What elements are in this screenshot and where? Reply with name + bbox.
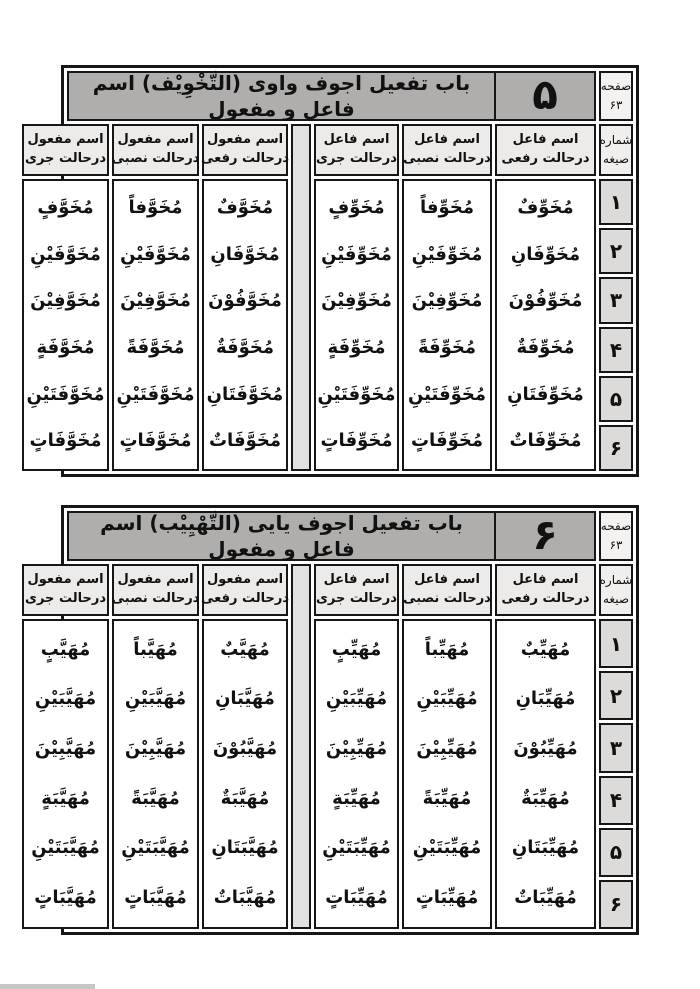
word-cell: مُهَيِّبَاتٌ [514, 886, 577, 908]
column-header [402, 124, 492, 176]
word-cell: مُخَوَّفَيْنِ [120, 243, 191, 265]
serial-header-line1: شماره [599, 572, 633, 587]
word-box [112, 179, 199, 471]
table-6-body [25, 564, 633, 929]
table-number: ۵ [494, 73, 594, 119]
word-cell: مُهَيَّباً [133, 638, 178, 660]
column-mafool-jari [22, 564, 109, 929]
word-cell: مُهَيَّبَتَانِ [211, 837, 279, 859]
word-cell: مُهَيَّبَةً [131, 787, 180, 809]
word-cell: مُخَوِّفٌ [517, 197, 574, 219]
column-mafool-nasbi [112, 564, 199, 929]
column-header-line2: درحالت جری [25, 591, 106, 606]
word-cell: مُخَوِّفِيْنَ [411, 290, 483, 312]
row-number: ۴ [599, 327, 633, 373]
word-cell: مُهَيِّبِيْنَ [416, 737, 478, 759]
word-box [202, 619, 288, 929]
word-box [202, 179, 288, 471]
page-ref [599, 71, 633, 121]
word-cell: مُخَوِّفَاتٌ [509, 430, 582, 452]
column-header-line2: درحالت نصبی [111, 591, 200, 606]
word-cell: مُهَيَّبَةٌ [220, 787, 270, 809]
column-header-line1: اسم مفعول [117, 132, 194, 148]
column-mafool-nasbi [112, 124, 199, 471]
serial-column [599, 124, 633, 471]
page-ref-number: ۶۳ [609, 98, 623, 112]
word-cell: مُخَوِّفَاتٍ [320, 430, 393, 452]
word-cell: مُخَوِّفَتَانِ [507, 383, 584, 405]
word-cell: مُهَيِّباً [424, 638, 470, 660]
word-cell: مُهَيِّبَيْنِ [416, 688, 478, 710]
word-cell: مُخَوَّفَتَيْنِ [116, 383, 195, 405]
word-cell: مُخَوِّفَتَيْنِ [407, 383, 487, 405]
word-cell: مُهَيِّبَانِ [515, 688, 576, 710]
column-header-line2: درحالت نصبی [403, 151, 491, 166]
word-cell: مُخَوَّفِيْنَ [30, 290, 101, 312]
word-cell: مُهَيَّبَتَيْنِ [121, 837, 190, 859]
word-cell: مُخَوِّفَيْنِ [411, 243, 483, 265]
row-number: ۱ [599, 619, 633, 668]
word-cell: مُخَوَّفَيْنِ [30, 243, 101, 265]
word-cell: مُخَوَّفَةٍ [36, 337, 95, 359]
word-cell: مُخَوِّفَتَيْنِ [317, 383, 396, 405]
word-cell: مُخَوِّفَاتٍ [410, 430, 484, 452]
word-cell: مُهَيَّبُوْنَ [212, 737, 278, 759]
column-header [314, 564, 399, 616]
serial-header [599, 124, 633, 176]
column-header [202, 124, 288, 176]
column-header-line2: درحالت رفعی [200, 151, 290, 166]
table-title: باب تفعيل اجوف واوی (التَّخْوِيْف) اسم فاعل و مفعول [92, 71, 471, 121]
column-header-line2: درحالت رفعی [200, 591, 290, 606]
page-ref-label: صفحه [600, 519, 632, 534]
column-header [22, 564, 109, 616]
row-number: ۲ [599, 228, 633, 274]
word-cell: مُخَوَّفاً [128, 197, 183, 219]
word-cell: مُخَوِّفِيْنَ [321, 290, 392, 312]
column-header-line1: اسم فاعل [512, 132, 579, 148]
word-box [22, 619, 109, 929]
column-header-line1: اسم مفعول [27, 572, 104, 588]
word-cell: مُخَوَّفَتَانِ [206, 383, 284, 405]
title-band [67, 71, 596, 121]
word-cell: مُخَوَّفَتَيْنِ [26, 383, 105, 405]
word-cell: مُخَوَّفُوْنَ [208, 290, 282, 312]
column-header-line1: اسم مفعول [27, 132, 104, 148]
word-cell: مُهَيِّبٌ [520, 638, 571, 660]
column-header-line1: اسم فاعل [512, 572, 579, 588]
word-cell: مُخَوَّفٍ [37, 197, 94, 219]
word-cell: مُهَيَّبَيْنِ [124, 688, 187, 710]
word-cell: مُخَوَّفَاتٍ [29, 430, 102, 452]
row-number: ۶ [599, 425, 633, 471]
word-cell: مُهَيِّبَةٍ [332, 787, 381, 809]
word-cell: مُخَوَّفَانِ [210, 243, 280, 265]
page-ref [599, 511, 633, 561]
word-box [112, 619, 199, 929]
word-cell: مُهَيِّبَاتٍ [325, 886, 388, 908]
column-mafool-rafi [202, 124, 288, 471]
word-cell: مُخَوِّفاً [420, 197, 474, 219]
column-fael-nasbi [402, 564, 492, 929]
word-cell: مُهَيِّبَتَانِ [511, 837, 580, 859]
word-box [402, 179, 492, 471]
word-cell: مُخَوَّفٌ [216, 197, 274, 219]
column-header [22, 124, 109, 176]
word-cell: مُهَيَّبِيْنَ [124, 737, 187, 759]
column-fael-jari [314, 124, 399, 471]
column-header [112, 124, 199, 176]
row-number: ۳ [599, 723, 633, 772]
word-cell: مُهَيِّبَاتٍ [415, 886, 479, 908]
page-ref-label: صفحه [600, 79, 632, 94]
word-cell: مُهَيِّبَةً [422, 787, 472, 809]
column-header [402, 564, 492, 616]
word-box [495, 619, 596, 929]
column-header-line2: درحالت رفعی [501, 591, 590, 606]
serial-header-line2: صیغه [602, 152, 630, 166]
column-header-line2: درحالت جری [316, 151, 397, 166]
word-cell: مُخَوَّفَةٌ [215, 337, 275, 359]
word-cell: مُهَيَّبَةٍ [41, 787, 90, 809]
word-cell: مُخَوَّفِيْنَ [120, 290, 191, 312]
column-header-line1: اسم فاعل [414, 132, 480, 148]
column-header-line2: درحالت رفعی [501, 151, 590, 166]
row-number: ۴ [599, 776, 633, 825]
table-5-body [25, 124, 633, 471]
section-separator [291, 564, 311, 929]
column-header-line2: درحالت نصبی [111, 151, 200, 166]
column-header-line2: درحالت جری [316, 591, 397, 606]
word-box [22, 179, 109, 471]
column-fael-rafi [495, 124, 596, 471]
conjugation-table-5 [25, 65, 639, 477]
word-cell: مُهَيِّبَيْنِ [325, 688, 388, 710]
word-cell: مُهَيَّبَيْنِ [34, 688, 97, 710]
page-ref-number: ۶۳ [609, 538, 623, 552]
word-cell: مُهَيِّبَةٌ [521, 787, 570, 809]
column-fael-rafi [495, 564, 596, 929]
word-cell: مُخَوِّفَيْنِ [321, 243, 392, 265]
table-6-title-row [67, 511, 633, 561]
column-fael-jari [314, 564, 399, 929]
column-mafool-jari [22, 124, 109, 471]
row-number: ۶ [599, 880, 633, 929]
conjugation-table-6 [25, 505, 639, 935]
table-5-title-row [67, 71, 633, 121]
word-cell: مُهَيَّبَاتٌ [213, 886, 277, 908]
word-cell: مُهَيِّبَتَيْنِ [412, 837, 482, 859]
table-title: باب تفعيل اجوف يايی (التَّهْيِيْب) اسم فاعل و مفعول [100, 511, 463, 561]
column-header [314, 124, 399, 176]
word-box [314, 179, 399, 471]
column-header-line2: درحالت نصبی [403, 591, 491, 606]
row-number: ۵ [599, 828, 633, 877]
column-header-line1: اسم فاعل [414, 572, 480, 588]
column-header [495, 124, 596, 176]
serial-header-line2: صیغه [602, 592, 630, 606]
word-cell: مُهَيِّبُوْنَ [513, 737, 578, 759]
section-separator [291, 124, 311, 471]
word-cell: مُخَوَّفَةً [126, 337, 185, 359]
word-cell: مُهَيَّبَتَيْنِ [31, 837, 100, 859]
word-cell: مُهَيَّبِيْنَ [34, 737, 97, 759]
word-cell: مُهَيِّبٍ [331, 638, 382, 660]
word-cell: مُخَوِّفٍ [328, 197, 385, 219]
word-cell: مُخَوَّفَاتٌ [208, 430, 282, 452]
word-cell: مُخَوِّفُوْنَ [508, 290, 583, 312]
scan-edge-artifact [0, 984, 95, 989]
word-cell: مُخَوِّفَةً [417, 337, 477, 359]
word-cell: مُهَيَّبٍ [40, 638, 91, 660]
column-header-line2: درحالت جری [25, 151, 106, 166]
serial-column [599, 564, 633, 929]
row-number: ۳ [599, 277, 633, 323]
title-band [67, 511, 596, 561]
column-header [495, 564, 596, 616]
serial-header-line1: شماره [599, 132, 633, 147]
word-cell: مُهَيِّبِيْنَ [325, 737, 388, 759]
word-cell: مُهَيِّبَتَيْنِ [322, 837, 391, 859]
word-box [495, 179, 596, 471]
row-number: ۲ [599, 671, 633, 720]
column-header-line1: اسم فاعل [323, 132, 390, 148]
word-cell: مُهَيَّبَاتٍ [124, 886, 187, 908]
column-header [202, 564, 288, 616]
word-cell: مُهَيَّبَاتٍ [34, 886, 97, 908]
word-cell: مُخَوِّفَةٍ [327, 337, 386, 359]
word-box [402, 619, 492, 929]
column-mafool-rafi [202, 564, 288, 929]
table-number: ۶ [494, 513, 594, 559]
serial-header [599, 564, 633, 616]
row-number: ۱ [599, 179, 633, 225]
column-header-line1: اسم مفعول [117, 572, 194, 588]
row-number: ۵ [599, 376, 633, 422]
word-cell: مُخَوَّفَاتٍ [119, 430, 192, 452]
column-fael-nasbi [402, 124, 492, 471]
word-cell: مُهَيَّبٌ [220, 638, 270, 660]
word-cell: مُخَوِّفَانِ [510, 243, 581, 265]
word-box [314, 619, 399, 929]
word-cell: مُخَوِّفَةٌ [516, 337, 575, 359]
column-header [112, 564, 199, 616]
column-header-line1: اسم مفعول [206, 572, 284, 588]
column-header-line1: اسم فاعل [323, 572, 390, 588]
word-cell: مُهَيَّبَانِ [215, 688, 275, 710]
column-header-line1: اسم مفعول [206, 132, 284, 148]
